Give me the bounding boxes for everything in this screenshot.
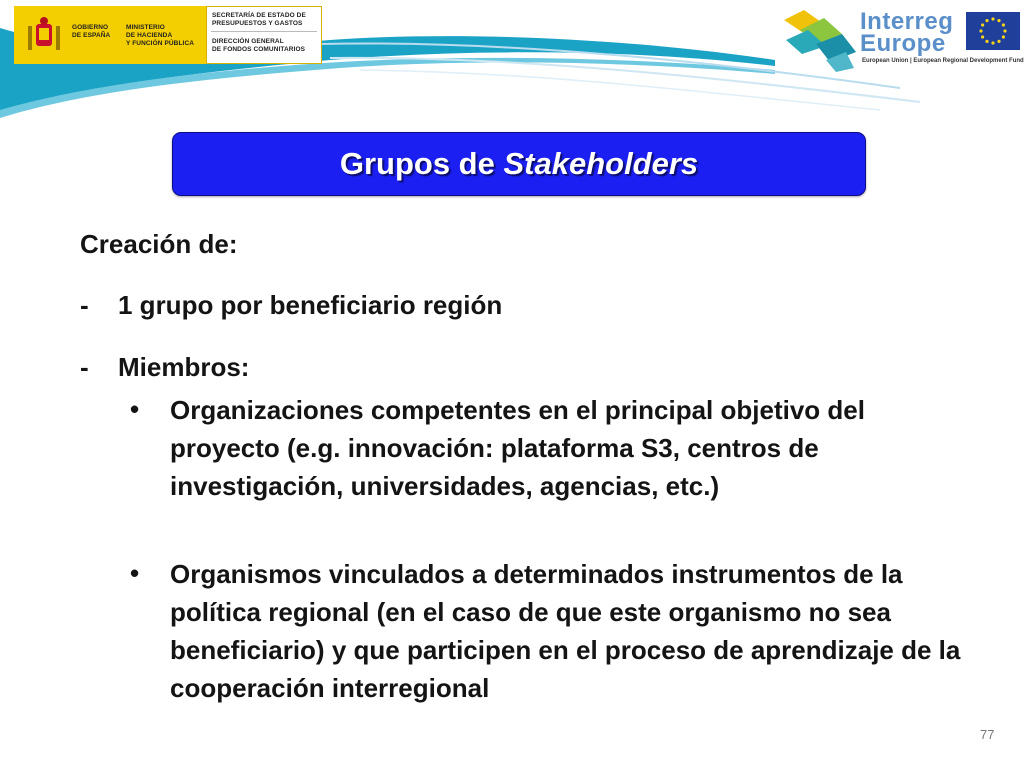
dash-item-text: Miembros: (118, 352, 250, 382)
gov-spain-text: GOBIERNO DE ESPAÑA (72, 24, 111, 39)
direccion-text: DIRECCIÓN GENERAL DE FONDOS COMUNITARIOS (212, 38, 306, 53)
title-italic: Stakeholders (503, 146, 699, 181)
page-number: 77 (980, 727, 995, 742)
gov-white-block (206, 6, 322, 64)
bullet-marker-1: • (130, 394, 140, 424)
ministry-text: MINISTERIO DE HACIENDA Y FUNCIÓN PÚBLICA (126, 24, 195, 47)
dash-item-2 (80, 352, 249, 383)
coat-of-arms-icon (22, 14, 66, 58)
gov-divider (211, 31, 317, 32)
interreg-wordmark: Interreg (860, 8, 954, 35)
secretaria-text: SECRETARÍA DE ESTADO DE PRESUPUESTOS Y GASTOS (212, 12, 306, 27)
spanish-government-logo (14, 6, 322, 64)
eu-flag-icon (966, 12, 1020, 50)
slide-title (340, 146, 698, 182)
bullet-item-2: Organismos vinculados a determinados instrumentos de la política regional (en el caso de que este organismo no sea beneficiario) y que participen en el proceso de aprendizaje de la cooperación interregional (170, 559, 961, 703)
europe-wordmark: Europe (860, 30, 946, 57)
bullet-item-1: Organizaciones competentes en el principal objetivo del proyecto (e.g. innovación: plataforma S3, centros de investigación, universidades, agencias, etc.) (170, 395, 865, 501)
gov-yellow-block (14, 6, 206, 64)
dash-item-1 (80, 290, 502, 321)
slide-title-box (172, 132, 866, 196)
interreg-subtitle: European Union | European Regional Development Fund (862, 58, 1024, 64)
section-heading: Creación de: (80, 229, 238, 259)
interreg-logo-mark (784, 10, 856, 72)
bullet-marker-2: • (130, 558, 140, 588)
title-prefix: Grupos de (339, 146, 504, 181)
dash-item-text: 1 grupo por beneficiario región (118, 290, 503, 320)
dash-marker: - (80, 290, 89, 320)
dash-marker: - (80, 352, 89, 382)
